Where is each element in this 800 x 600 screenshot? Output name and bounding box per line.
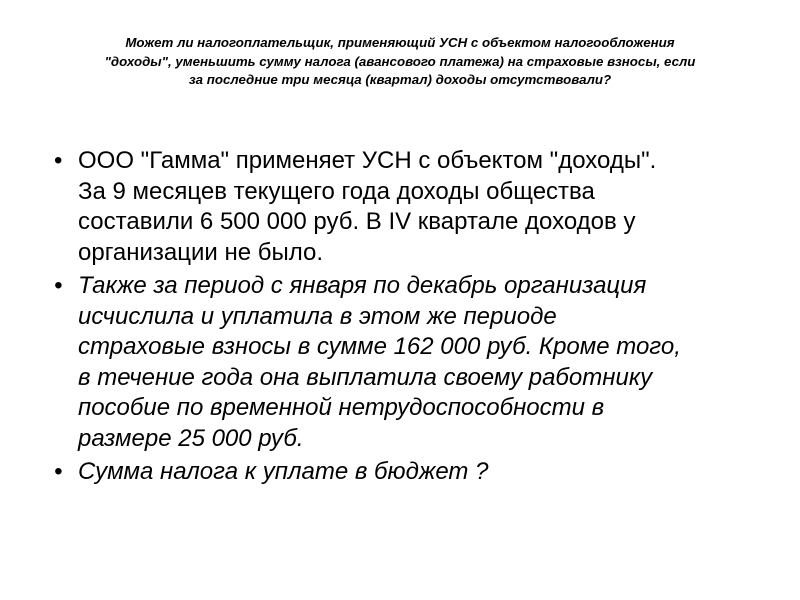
bullet-line: размере 25 000 руб. <box>78 424 304 452</box>
bullet-item-question <box>50 457 770 488</box>
bullet-line: пособие по временной нетрудоспособности в <box>78 394 605 421</box>
bullet-line: в течение года она выплатила своему работнику <box>78 363 653 391</box>
bullet-line: Также за период с января по декабрь организация <box>78 272 647 299</box>
bullet-dot-icon: • <box>54 147 63 174</box>
bullet-text <box>78 271 770 454</box>
bullet-line: Сумма налога к уплате в бюджет ? <box>78 458 489 485</box>
bullet-line: ООО "Гамма" применяет УСН с объектом "доходы". <box>78 147 657 174</box>
bullet-line: исчислила и уплатила в этом же периоде <box>78 302 557 330</box>
title-line: "доходы", уменьшить сумму налога (авансового платежа) на страховые взносы, если <box>104 53 696 69</box>
bullet-line: организации не было. <box>78 238 324 266</box>
title-line: Может ли налогоплательщик, применяющий УСН с объектом налогообложения <box>125 35 675 50</box>
bullet-item-company <box>50 146 770 268</box>
bullet-item-contributions <box>50 271 770 454</box>
slide-title <box>48 34 752 90</box>
title-line: за последние три месяца (квартал) доходы отсутствовали? <box>188 72 612 87</box>
bullet-list <box>50 146 770 491</box>
bullet-dot-icon: • <box>54 458 63 485</box>
bullet-dot-icon: • <box>54 272 63 299</box>
bullet-text <box>78 457 770 488</box>
bullet-line: страховые взносы в сумме 162 000 руб. Кроме того, <box>78 333 681 360</box>
bullet-text <box>78 146 770 268</box>
bullet-line: За 9 месяцев текущего года доходы общества <box>78 177 595 205</box>
bullet-line: составили 6 500 000 руб. В IV квартале доходов у <box>78 208 636 235</box>
